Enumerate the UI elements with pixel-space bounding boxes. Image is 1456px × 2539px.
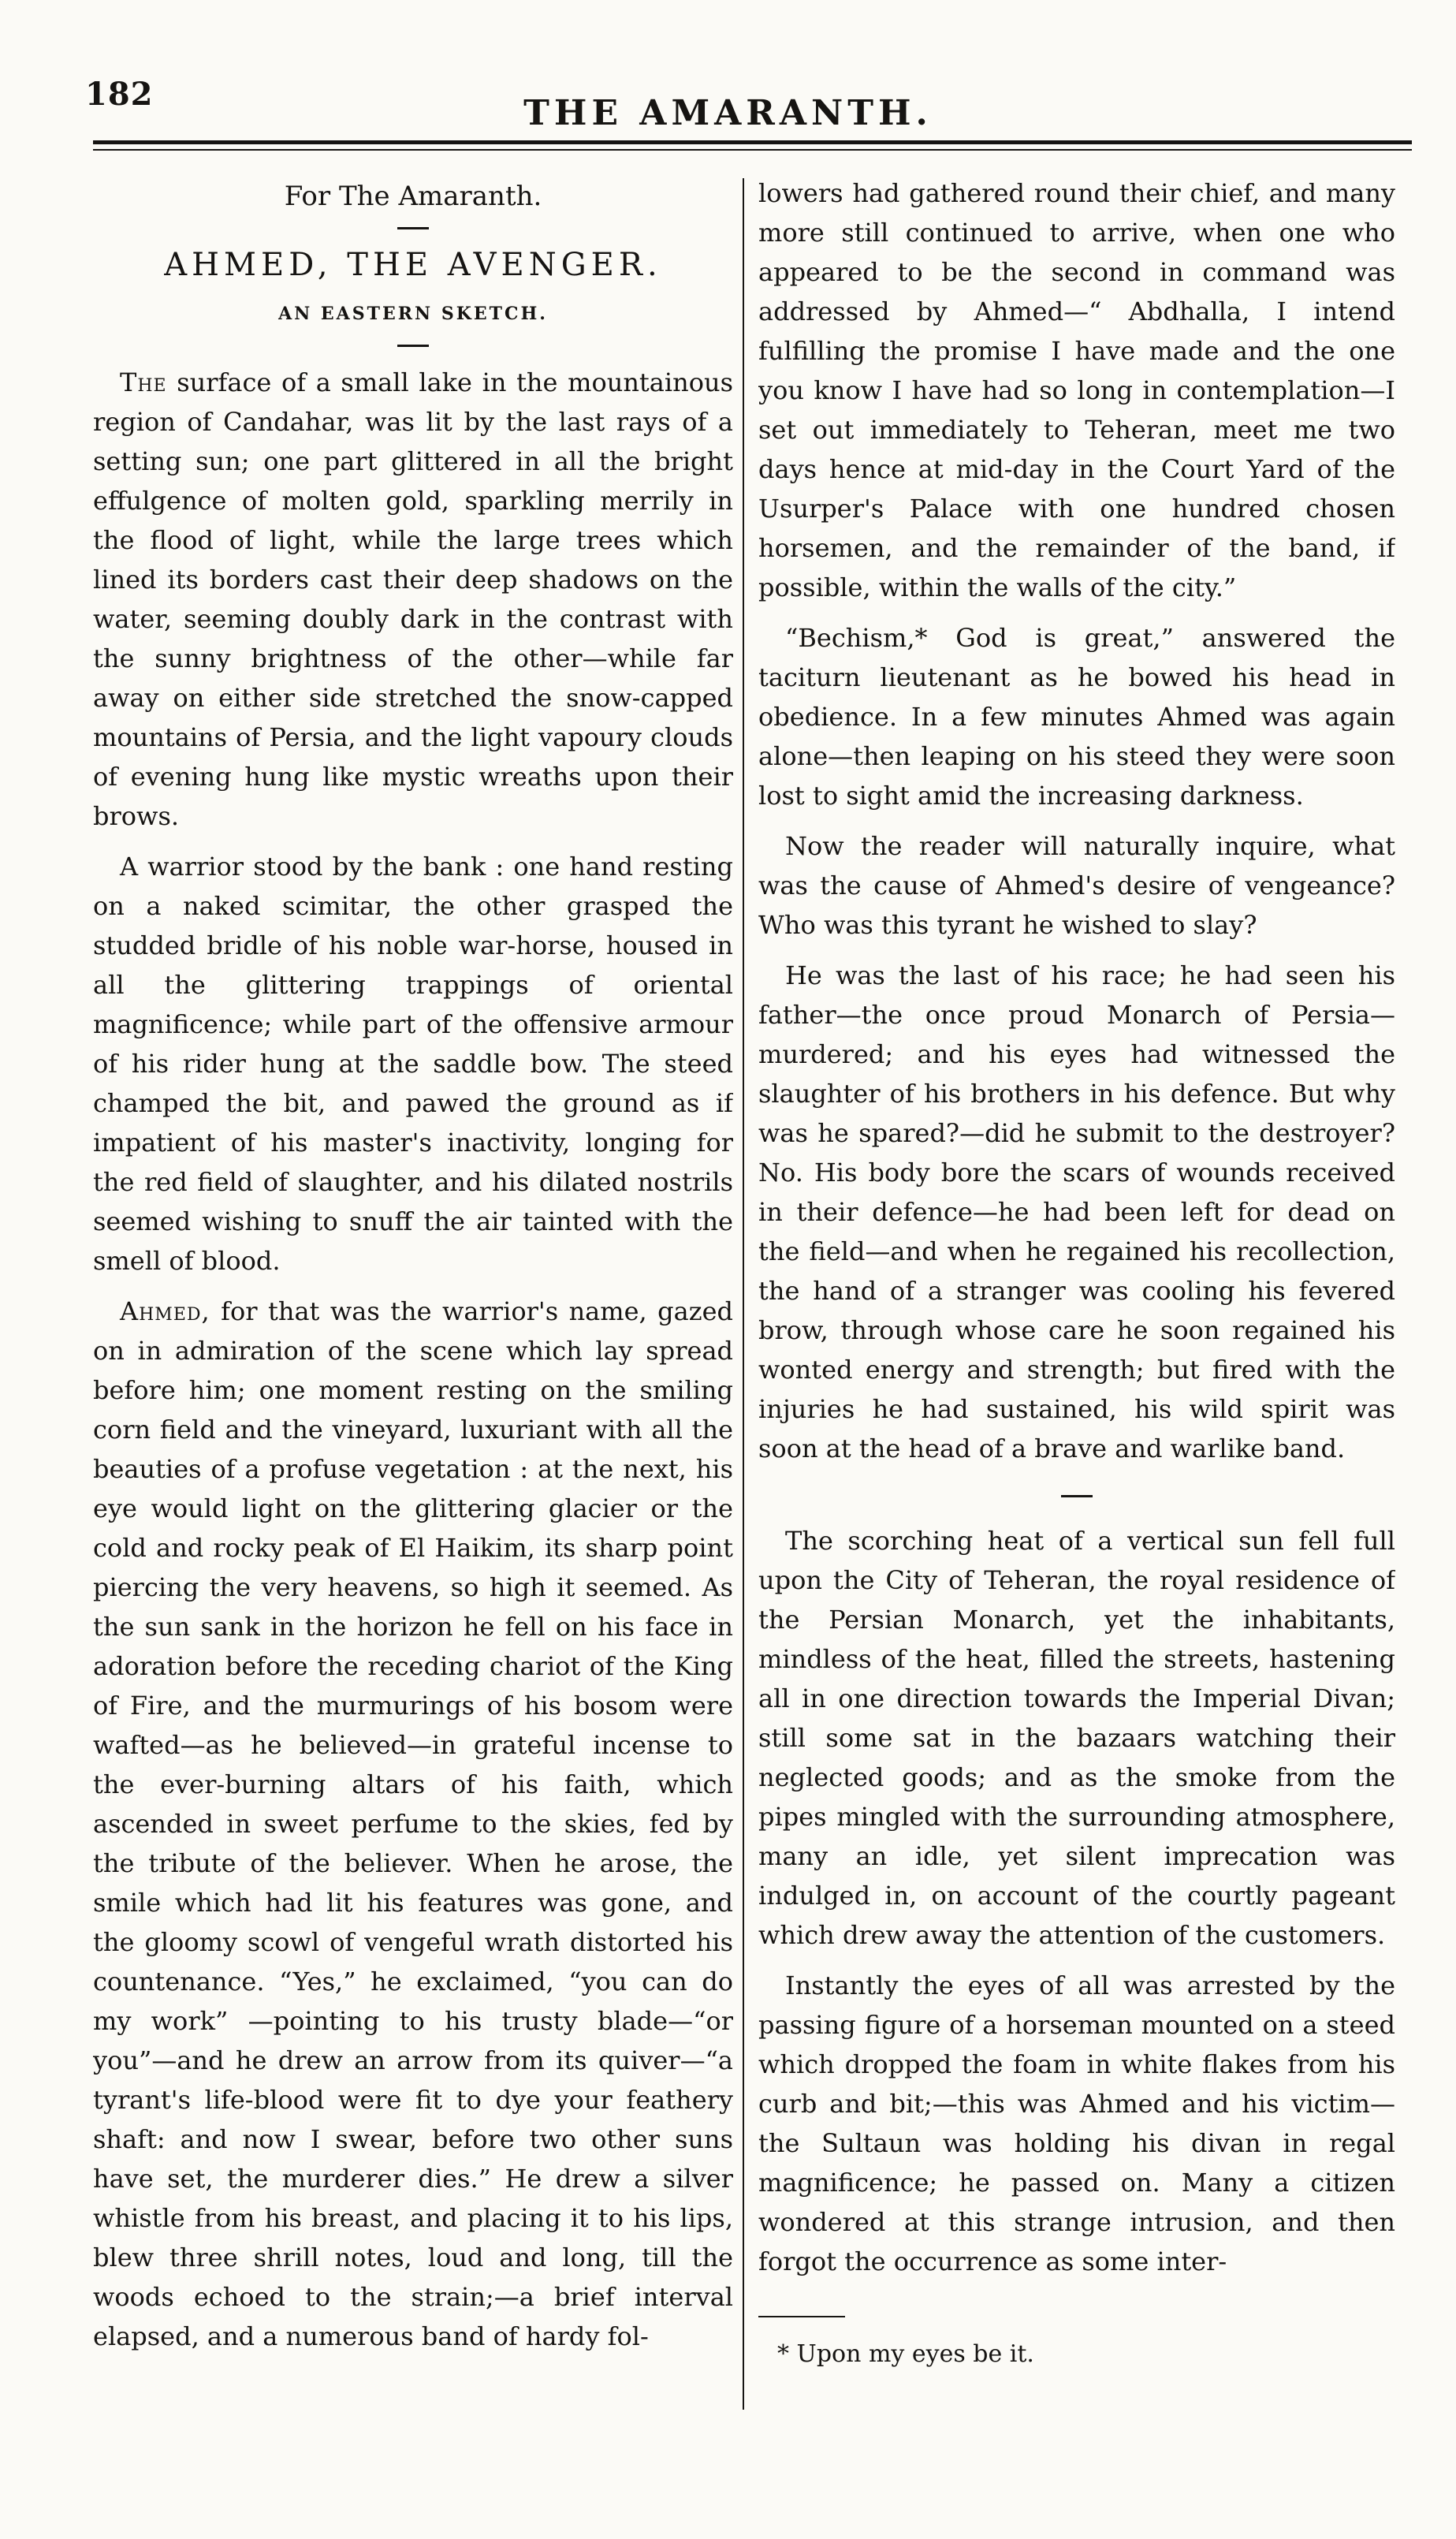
paragraph-lake-text: surface of a small lake in the mountainous region of Candahar, was lit by the last rays of a setting sun; one part glittered in all the bright effulgence of molten gold, sparkling merrily in the flood of light, while the large trees which lined its borders cast their deep shadows on the water, seeming doubly dark in the contrast with the sunny brightness of the other—while far away on either side stretched the snow-capped mountains of Persia, and the light vapoury clouds of evening hung like mystic wreaths upon their brows. [93,367,733,831]
subtitle-dash [397,345,429,347]
paragraph-last-of-race: He was the last of his race; he had seen his father—the once proud Monarch of Persia—murdered; and his eyes had witnessed the slaughter of his brothers in his defence. But why was he spared?—did he submit to the destroyer? No. His body bore the scars of wounds received in their defence—he had been left for dead on the field—and when he regained his recollection, the hand of a stranger was cooling his fevered brow, through whose care he soon regained his wonted energy and strength; but fired with the injuries he had sustained, his wild spirit was soon at the head of a brave and warlike band. [758,960,1395,1463]
header-rule-thick [93,140,1412,144]
title-dash [397,227,429,229]
paragraph-warrior: A warrior stood by the bank : one hand resting on a naked scimitar, the other grasped the studded bridle of his noble war-horse, housed in all the glittering trappings of oriental magnificence; while part of the offensive armour of his rider hung at the saddle bow. The steed champed the bit, and pawed the ground as if impatient of his master's inactivity, longing for the red field of slaughter, and his dilated nostrils seemed wishing to snuff the air tainted with the smell of blood. [93,852,733,1276]
header-rule-thin [93,149,1412,151]
footnote: * Upon my eyes be it. [777,2340,1034,2368]
paragraph-ahmed-text: for that was the warrior's name, gazed on in admiration of the scene which lay spread before him; one moment resting on the smiling corn field and the vineyard, luxuriant with all the beauties of a profuse vegetation : at the next, his eye would light on the glittering glacier or the cold and rocky peak of El Haikim, its sharp point piercing the very heavens, so high it seemed. As the sun sank in the horizon he fell on his face in adoration before the receding chariot of the King of Fire, and the murmurings of his bosom were wafted—as he believed—in grateful incense to the ever-burning altars of his faith, which ascended in sweet perfume to the skies, fed by the tribute of the believer. When he arose, the smile which had lit his features was gone, and the gloomy scowl of vengeful wrath distorted his countenance. “Yes,” he exclaimed, “you can do my work” —pointing to his trusty blade—“or you”—and he drew an arrow from its quiver—“a tyrant's life-blood were fit to dye your feathery shaft: and now I swear, before two other suns have set, the murderer dies.” He drew a silver whistle from his breast, and placing it to his lips, blew three shrill notes, loud and long, till the woods echoed to the strain;—a brief interval elapsed, and a numerous band of hardy fol- [93,1296,733,2351]
paragraph-bechism: “Bechism,* God is great,” answered the taciturn lieutenant as he bowed his head in obedience. In a few minutes Ahmed was again alone—then leaping on his steed they were soon lost to sight amid the increasing darkness. [758,623,1395,811]
name-ahmed: Ahmed, [120,1296,210,1326]
paragraph-inquire: Now the reader will naturally inquire, what was the cause of Ahmed's desire of vengeance? Who was this tyrant he wished to slay? [758,831,1395,940]
running-title: THE AMARANTH. [523,93,933,133]
paragraph-followers: lowers had gathered round their chief, and many more still continued to arrive, when one who appeared to be the second in command was addressed by Ahmed—“ Abdhalla, I intend fulfilling the promise I have made and the one you know I have had so long in contemplation—I set out immediately to Teheran, meet me two days hence at mid-day in the Court Yard of the Usurper's Palace with one hundred chosen horsemen, and the remainder of the band, if possible, within the walls of the city.” [758,178,1395,602]
article-title: AHMED, THE AVENGER. [164,247,662,283]
paragraph-horseman: Instantly the eyes of all was arrested by the passing figure of a horseman mounted on a steed which dropped the foam in white flakes from his curb and bit;—this was Ahmed and his victim—the Sultaun was holding his divan in regal magnificence; he passed on. Many a citizen wondered at this strange intrusion, and then forgot the occurrence as some inter- [758,1970,1395,2276]
page-number: 182 [85,76,154,113]
article-subtitle: AN EASTERN SKETCH. [278,304,548,324]
paragraph-lake [93,363,733,836]
drop-word: The [120,367,167,397]
right-column [758,173,1395,2444]
venue-line: For The Amaranth. [284,181,542,212]
paragraph-ahmed [93,1292,733,2356]
left-column [93,173,733,2444]
column-divider [743,178,744,2410]
footnote-rule [758,2316,845,2317]
section-dash [1061,1495,1093,1497]
paragraph-teheran: The scorching heat of a vertical sun fell full upon the City of Teheran, the royal residence of the Persian Monarch, yet the inhabitants, mindless of the heat, filled the streets, hastening all in one direction towards the Imperial Divan; still some sat in the bazaars watching their neglected goods; and as the smoke from the pipes mingled with the surrounding atmosphere, many an idle, yet silent imprecation was indulged in, on account of the courtly pageant which drew away the attention of the customers. [758,1526,1395,1950]
